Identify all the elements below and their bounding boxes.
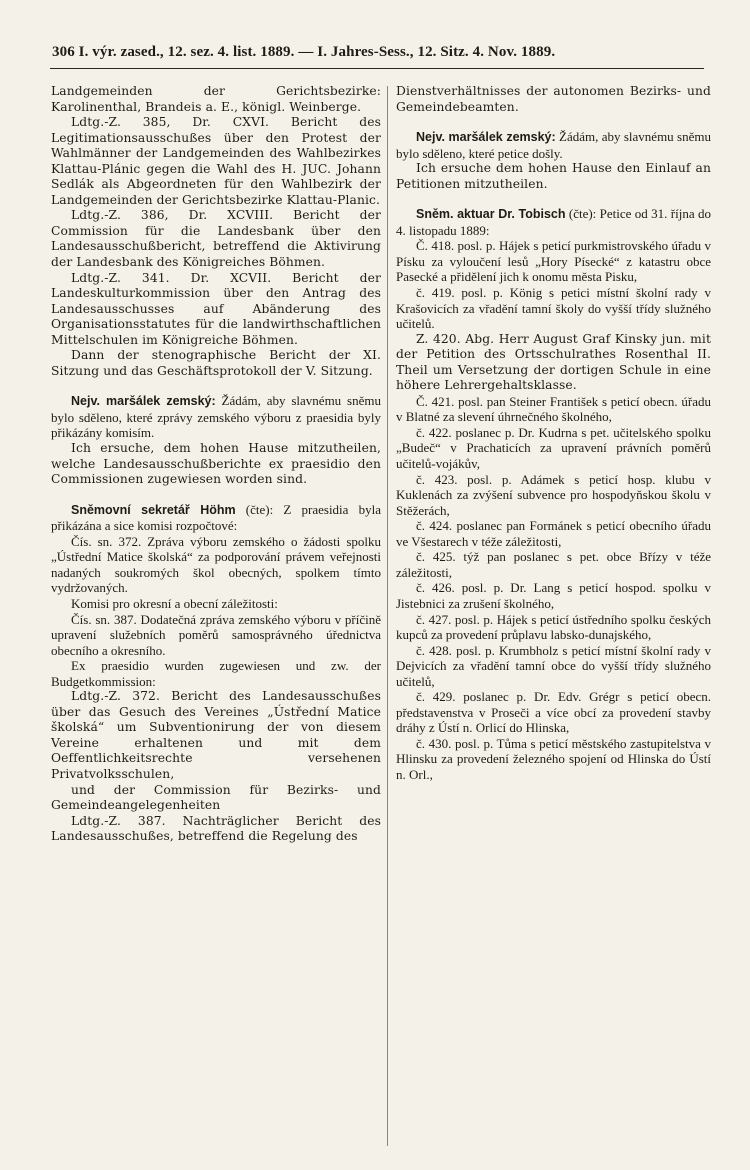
paragraph-text: č. 419. posl. p. König s petici místní školní rady v Krašovicích za vřadění tamní školy do vyšší třídy služného učitelů. xyxy=(396,285,711,332)
paragraph-text: č. 426. posl. p. Dr. Lang s peticí hospod. spolku v Jistebnici za zrušení školného, xyxy=(396,580,711,611)
paragraph xyxy=(51,271,381,349)
right-column xyxy=(396,84,711,783)
paragraph-text: č. 428. posl. p. Krumbholz s peticí místní školní rady v Dejvicích za vřadění tamní obce do vyšší třídy služného učitelů, xyxy=(396,642,711,689)
paragraph-text: Č. 418. posl. p. Hájek s peticí purkmistrovského úřadu v Písku za vyloučení lesů „Hory Písecké“ z katastru obce Pasecké a přidělení jich k onomu města Pisku, xyxy=(396,238,711,285)
paragraph xyxy=(51,658,381,689)
paragraph xyxy=(396,425,711,472)
paragraph xyxy=(396,612,711,643)
paragraph-text: Ex praesidio wurden zugewiesen und zw. der Budgetkommission: xyxy=(51,658,381,689)
left-column xyxy=(51,84,381,845)
paragraph xyxy=(396,129,711,161)
paragraph xyxy=(396,643,711,690)
paragraph-text: Ldtg.-Z. 385, Dr. CXVI. Bericht des Legitimationsausschußes über den Protest der Wahlmänner der Landgemeinden des Wahlbezirkes Klattau-Plánic gegen die Wahl des H. JUC. Johann Sedlák als Abgeordneten für den Wahlbezirk der Landgemeinden der Gerichtsbezirke Klattau-Planic. xyxy=(51,115,381,207)
paragraph xyxy=(396,84,711,115)
paragraph xyxy=(51,84,381,115)
paragraph-text: Ldtg.-Z. 372. Bericht des Landesausschußes über das Gesuch des Vereines „Ústřední Matice školská“ um Subventionirung der von diesem Vereine erhaltenen und mit dem Oeffentlichkeitsrechte versehenen Privatvolksschulen, xyxy=(51,689,381,781)
paragraph xyxy=(396,285,711,332)
paragraph-text: č. 430. posl. p. Tůma s peticí městského zastupitelstva v Hlinsku za provedení železného spojení od Hlinska do Ústí n. Orl., xyxy=(396,735,711,782)
speaker-name: Sněmovní sekretář Höhm xyxy=(71,502,236,517)
paragraph xyxy=(51,502,381,534)
paragraph xyxy=(396,394,711,425)
paragraph xyxy=(51,783,381,814)
paragraph-text: č. 427. posl. p. Hájek s peticí ústředního spolku českých kupců za provedení průplavu labsko-dunajského, xyxy=(396,611,711,643)
paragraph-text: č. 429. poslanec p. Dr. Edv. Grégr s peticí obecn. představenstva v Proseči a více obcí za provedení stavby dráhy z Ústí n. Orlicí do Hlinska, xyxy=(396,689,711,736)
paragraph-text: č. 424. poslanec pan Formánek s peticí obecního úřadu ve Všestarech v téže záležitosti, xyxy=(396,518,711,549)
paragraph-text: Landgemeinden der Gerichtsbezirke: Karolinenthal, Brandeis a. E., königl. Weinberge. xyxy=(51,84,381,114)
header-rule xyxy=(50,68,704,69)
speaker-name: Nejv. maršálek zemský: xyxy=(71,394,216,409)
paragraph-text: č. 423. posl. p. Adámek s peticí hosp. klubu v Kuklenách za zvýšení subvence pro hospodyňskou školu v Stěžerách, xyxy=(396,471,711,518)
paragraph xyxy=(396,549,711,580)
paragraph xyxy=(396,238,711,285)
paragraph xyxy=(51,612,381,659)
paragraph-text: Ldtg.-Z. 387. Nachträglicher Bericht des Landesausschußes, betreffend die Regelung des xyxy=(51,813,381,844)
paragraph xyxy=(51,441,381,488)
paragraph xyxy=(396,736,711,783)
paragraph-text: Žádám, aby slavnému sněmu bylo sděleno, které zprávy zemského výboru z praesidia byly přikázány komisím. xyxy=(51,393,381,441)
paragraph-text: č. 425. týž pan poslanec s pet. obce Břízy v téže záležitosti, xyxy=(396,549,711,580)
paragraph-text: Čís. sn. 387. Dodatečná zpráva zemského výboru v příčině upravení služebních poměrů samosprávného úřednictva obecního a okresního. xyxy=(51,611,381,658)
paragraph-text: Ich ersuche, dem hohen Hause mitzutheilen, welche Landesausschußberichte ex praesidio den Commissionen zugewiesen worden sind. xyxy=(51,441,381,487)
paragraph xyxy=(51,348,381,379)
paragraph-text: č. 422. poslanec p. Dr. Kudrna s pet. učitelského spolku „Budeč“ v Prachaticích za upravení právních poměrů učitelů-vojákův, xyxy=(396,424,711,472)
paragraph xyxy=(396,161,711,192)
paragraph xyxy=(396,518,711,549)
column-divider xyxy=(387,86,388,1146)
paragraph xyxy=(396,689,711,736)
paragraph-text: Čís. sn. 372. Zpráva výboru zemského o žádosti spolku „Ústřední Matice školská“ za podporování právem veřejnosti nadaných soukromých škol obecných, spolkem tímto vydržovaných. xyxy=(51,533,381,596)
paragraph-text: Č. 421. posl. pan Steiner František s peticí obecn. úřadu v Blatné za slevení úhrnečného školného, xyxy=(396,393,711,425)
paragraph xyxy=(396,472,711,519)
paragraph-text: Ich ersuche dem hohen Hause den Einlauf an Petitionen mitzutheilen. xyxy=(396,161,711,191)
paragraph-text: und der Commission für Bezirks- und Gemeindeangelegenheiten xyxy=(51,782,381,813)
paragraph xyxy=(51,115,381,208)
paragraph xyxy=(396,580,711,611)
speaker-name: Nejv. maršálek zemský: xyxy=(416,130,556,145)
paragraph-text: Komisi pro okresní a obecní záležitosti: xyxy=(71,595,278,611)
paragraph-text: Žádám, aby slavnému sněmu bylo sděleno, které petice došly. xyxy=(396,129,711,161)
paragraph xyxy=(51,208,381,270)
paragraph xyxy=(396,332,711,394)
paragraph-text: (čte): Z praesidia byla přikázána a sice komisi rozpočtové: xyxy=(51,501,381,534)
paragraph-text: Ldtg.-Z. 386, Dr. XCVIII. Bericht der Commission für die Landesbank über den Landesausschußbericht, betreffend die Aktivirung der Landesbank des Königreiches Böhmen. xyxy=(51,208,381,270)
page-header: 306 I. výr. zased., 12. sez. 4. list. 1889. — I. Jahres-Sess., 12. Sitz. 4. Nov. 1889. xyxy=(52,44,556,60)
paragraph-text: Ldtg.-Z. 341. Dr. XCVII. Bericht der Landeskulturkommission über den Antrag des Landesausschusses auf Abänderung des Organisationsstatutes für die landwirthschaftlichen Mittelschulen im Königreiche Böhmen. xyxy=(51,270,381,347)
paragraph xyxy=(51,689,381,782)
paragraph xyxy=(51,393,381,441)
paragraph-text: Z. 420. Abg. Herr August Graf Kinsky jun. mit der Petition des Ortsschulrathes Rosenthal II. Theil um Versetzung der dortigen Schule in eine höhere Lehrergehaltsklasse. xyxy=(396,331,711,393)
paragraph-text: Dienstverhältnisses der autonomen Bezirks- und Gemeindebeamten. xyxy=(396,84,711,114)
paragraph-text: Dann der stenographische Bericht der XI. Sitzung und das Geschäftsprotokoll der V. Sitzung. xyxy=(51,348,381,378)
paragraph xyxy=(51,596,381,612)
paragraph xyxy=(51,814,381,845)
speaker-name: Sněm. aktuar Dr. Tobisch xyxy=(416,207,566,222)
paragraph-text: (čte): Petice od 31. října do 4. listopadu 1889: xyxy=(396,206,711,238)
paragraph xyxy=(51,534,381,596)
paragraph xyxy=(396,206,711,238)
